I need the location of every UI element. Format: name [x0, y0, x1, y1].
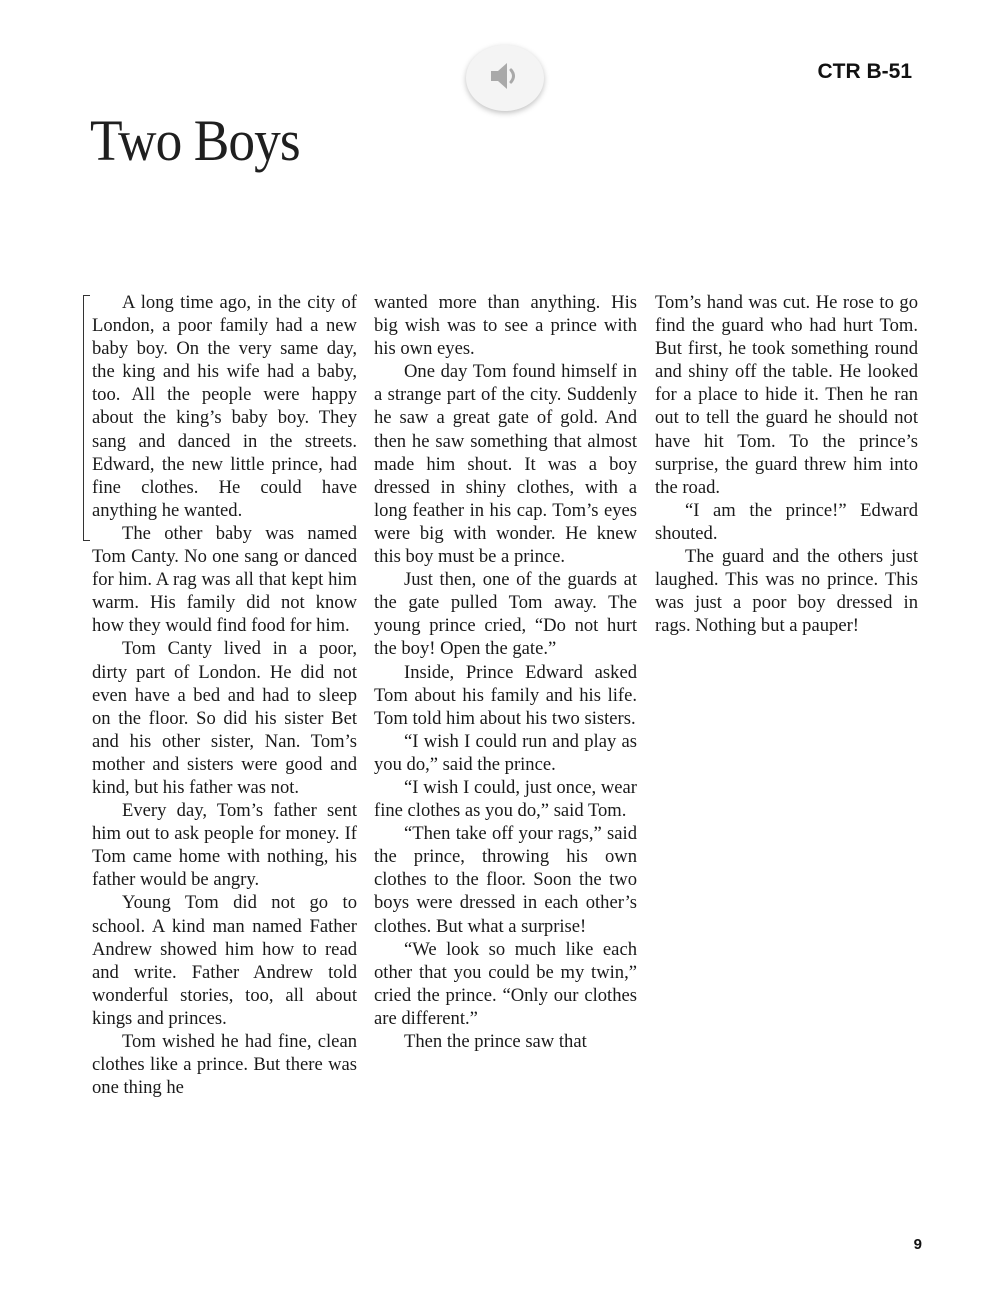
text-column-2: [374, 291, 637, 1053]
paragraph: Then the prince saw that: [404, 1031, 587, 1052]
story-title: Two Boys: [90, 108, 300, 173]
paragraph: “I wish I could, just once, wear fine clothes as you do,” said Tom.: [374, 776, 637, 822]
paragraph: “I am the prince!” Edward shouted.: [655, 499, 918, 544]
paragraph: Inside, Prince Edward asked Tom about his family and his life. Tom told him about his two sisters.: [374, 661, 637, 729]
audio-play-button[interactable]: [466, 45, 544, 111]
paragraph: Tom Canty lived in a poor, dirty part of London. He did not even have a bed and had to sleep on the floor. So did his sister Bet and his other sister, Nan. Tom’s mother and sisters were good and kind, but his father was not.: [92, 638, 357, 798]
paragraph-bracket: [83, 295, 90, 541]
paragraph: wanted more than anything. His big wish was to see a prince with his own eyes.: [374, 292, 637, 360]
page-number: 9: [913, 1236, 922, 1253]
paragraph: Just then, one of the guards at the gate pulled Tom away. The young prince cried, “Do not hurt the boy! Open the gate.”: [374, 569, 637, 660]
document-code: CTR B-51: [817, 60, 912, 83]
paragraph: The guard and the others just laughed. This was no prince. This was just a poor boy dressed in rags. Nothing but a pauper!: [655, 546, 918, 637]
paragraph: Young Tom did not go to school. A kind man named Father Andrew showed him how to read and write. Father Andrew told wonderful stories, too, all about kings and princes.: [92, 892, 357, 1029]
text-column-1: [92, 291, 357, 1099]
paragraph: “I wish I could run and play as you do,” said the prince.: [374, 730, 637, 775]
paragraph: “Then take off your rags,” said the prince, throwing his own clothes to the floor. Soon the two boys were dressed in each other’s clothes. But what a surprise!: [374, 823, 637, 937]
text-column-3: [655, 291, 918, 637]
paragraph: Tom wished he had fine, clean clothes like a prince. But there was one thing he: [92, 1031, 357, 1099]
paragraph: The other baby was named Tom Canty. No one sang or danced for him. A rag was all that kept him warm. His family did not know how they would find food for him.: [92, 522, 357, 637]
speaker-icon: [488, 61, 522, 96]
paragraph: “We look so much like each other that you could be my twin,” cried the prince. “Only our clothes are different.”: [374, 938, 637, 1029]
paragraph: Every day, Tom’s father sent him out to ask people for money. If Tom came home with nothing, his father would be angry.: [92, 800, 357, 891]
paragraph: One day Tom found himself in a strange part of the city. Suddenly he saw a great gate of gold. And then he saw something that almost made him shout. It was a boy dressed in shiny clothes, with a long feather in his cap. Tom’s eyes were big with wonder. He knew this boy must be a prince.: [374, 361, 637, 568]
paragraph: Tom’s hand was cut. He rose to go find the guard who had hurt Tom. But first, he took something round and shiny off the table. He looked for a place to hide it. Then he ran out to tell the guard he should not have hit Tom. To the prince’s surprise, the guard threw him into the road.: [655, 292, 918, 498]
paragraph: A long time ago, in the city of London, a poor family had a new baby boy. On the very same day, the king and his wife had a baby, too. All the people were happy about the king’s baby boy. They sang and danced in the streets. Edward, the new little prince, had fine clothes. He could have anything he wanted.: [92, 292, 357, 521]
